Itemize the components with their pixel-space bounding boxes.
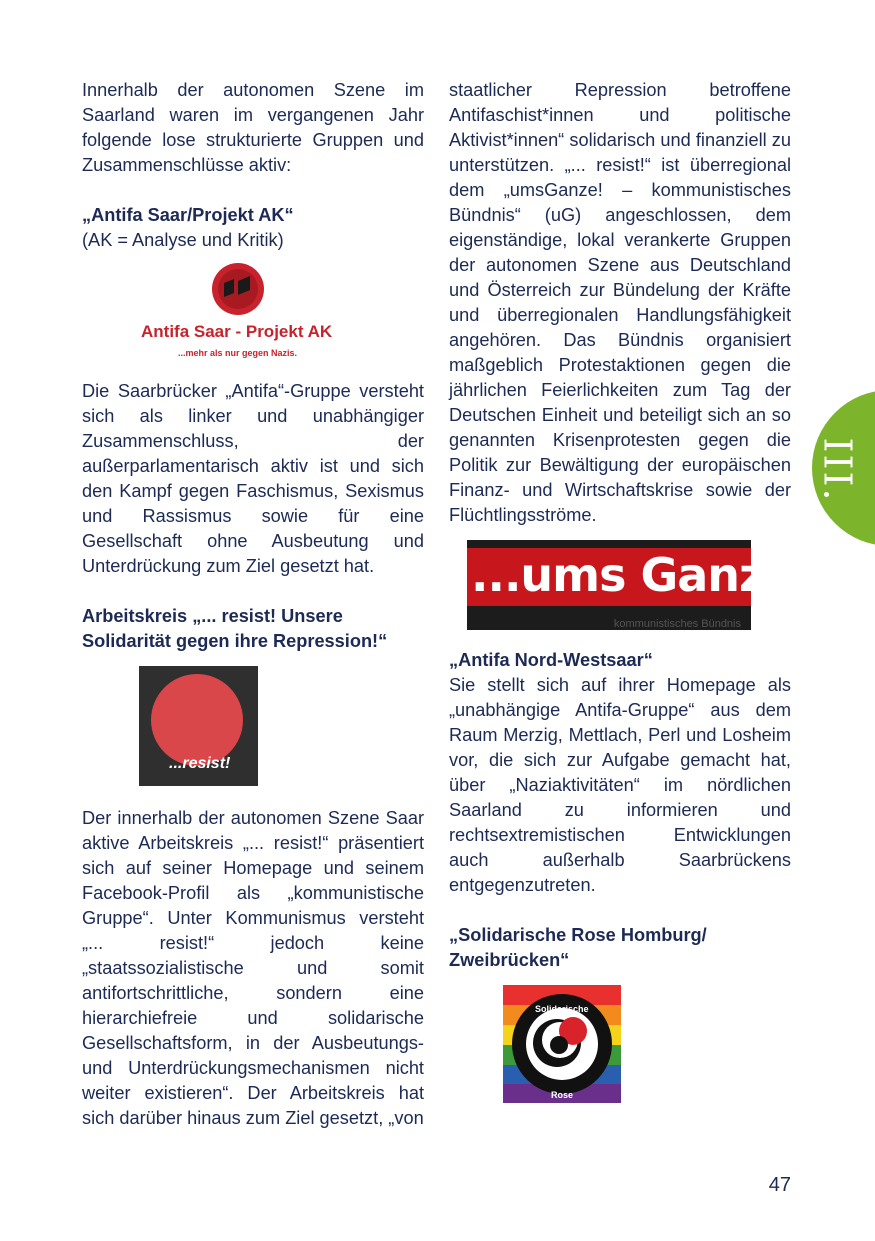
chapter-label: III.: [816, 437, 860, 503]
group-heading-solidarische-rose: „Solidarische Rose Homburg/ Zweibrücken“: [449, 925, 707, 970]
ums-ganze-logo-text: ...ums Ganze!: [471, 548, 815, 602]
resist-description-continued: staatlicher Repression betroffene Antifaschist*innen und politische Aktivist*innen“ solidarisch und finanziell zu unterstützen. „... resist!“ ist überregional dem „umsGanze! – kommunistisches Bündnis“ (uG) angeschlossen, dem eigenständige, lokal verankerte Gruppen der autonomen Szene aus Deutschland und Österreich zur Bündelung der Kräfte und überregionalen Handlungsfähigkeit angehören. Das Bündnis organisiert maßgeblich Protestaktionen gegen die jährlichen Feierlichkeiten zum Tag der Deutschen Einheit und beteiligt sich an so genannten Krisenprotesten gegen die Politik zur Bewältigung der europäischen Finanz- und Wirtschaftskrise sowie der Flüchtlingsströme.: [449, 80, 791, 525]
resist-description: Der innerhalb der autonomen Szene Saar aktive Arbeitskreis „... resist!“ präsentiert sich auf seiner Homepage und seinem Facebook-Profil als „kommunistische Gruppe“. Unter Kommunismus versteht „... resist!“ jedoch keine „staatssozialistische und somit antifortschrittliche, sondern eine hierarchiefreie und solidarische Gesellschaftsform, in der Ausbeutungs- und Unterdrückungsmechanismen nicht weiter existieren“. Der Arbeitskreis hat sich darüber hinaus zum Ziel gesetzt, „von: [82, 808, 424, 1128]
page-number: 47: [768, 1174, 791, 1196]
antifa-nord-westsaar-description: Sie stellt sich auf ihrer Homepage als „unabhängige Antifa-Gruppe“ aus dem Raum Merzig, Mettlach, Perl und Losheim vor, die sich zur Aufgabe gemacht hat, über „Naziaktivitäten“ im nördlichen Saarland zu informieren und rechtsextremistischen Entwicklungen auch außerhalb Saarbrückens entgegenzutreten.: [449, 675, 791, 895]
left-column: [82, 78, 424, 1131]
antifa-logo-title: Antifa Saar - Projekt AK: [141, 322, 333, 341]
resist-logo-text: ...resist!: [169, 755, 231, 772]
ums-ganze-logo: [467, 540, 815, 630]
rose-logo-top: Solidarische: [535, 1004, 589, 1014]
solidarische-rose-logo: [503, 985, 621, 1103]
antifa-saar-logo: [138, 259, 343, 363]
group-heading-resist: Arbeitskreis „... resist! Unsere Solidarität gegen ihre Repression!“: [82, 606, 388, 651]
antifa-saar-description: Die Saarbrücker „Antifa“-Gruppe versteht sich als linker und unabhängiger Zusammenschluss, der außerparlamentarisch aktiv ist und sich den Kampf gegen Faschismus, Sexismus und Rassismus sowie für eine Gesellschaft ohne Ausbeutung und Unterdrückung zum Ziel gesetzt hat.: [82, 381, 424, 576]
group-heading-antifa-nord-westsaar: „Antifa Nord-Westsaar“: [449, 650, 653, 670]
antifa-logo-tagline: ...mehr als nur gegen Nazis.: [178, 348, 298, 358]
group-heading-antifa-saar: „Antifa Saar/Projekt AK“: [82, 205, 294, 225]
resist-logo: [139, 666, 258, 786]
rose-logo-bottom: Rose: [551, 1090, 574, 1100]
group-subheading-antifa-saar: (AK = Analyse und Kritik): [82, 230, 284, 250]
intro-paragraph: Innerhalb der autonomen Szene im Saarland waren im vergangenen Jahr folgende lose strukturierte Gruppen und Zusammenschlüsse aktiv:: [82, 80, 424, 175]
ums-ganze-logo-sub: kommunistisches Bündnis: [613, 618, 741, 630]
right-column: [449, 78, 815, 1103]
